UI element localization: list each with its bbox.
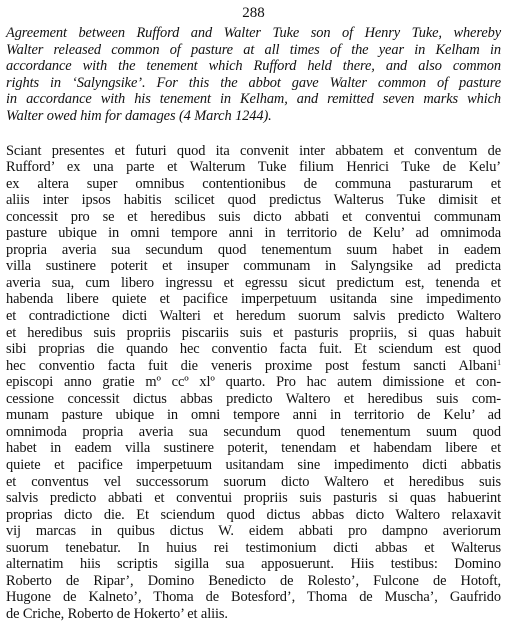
charter-line: et conventus vel successorum suorum dicto Waltero et heredibus suis (6, 473, 501, 490)
charter-line: quiete et pacifice imperpetuum usitandam sine impedimento dicti abbatis (6, 456, 501, 473)
document-page (6, 4, 501, 622)
charter-line: averia sua, cum libero ingressu et egressu sicut predictum est, tenenda et (6, 274, 501, 291)
charter-line: munam pasture ubique in omni tempore anni in territorio de Kelu’ ad (6, 407, 501, 424)
charter-line: propria averia sua secundum quod tenementum suum habet in eadem (6, 241, 501, 258)
charter-line: et heredibus suis propriis piscariis suis et pasturis propriis, si quas habuit (6, 324, 501, 341)
charter-line-text: hec conventio facta fuit die veneris proxime post festum sancti Albani (6, 357, 498, 374)
charter-line: aliis inter ipsos habitis scilicet quod predictus Walterus Tuke dimisit et (6, 192, 501, 209)
summary-line: Walter released common of pasture at all times of the year in Kelham in (6, 41, 501, 58)
charter-line-with-footnote (6, 358, 501, 375)
charter-line: Hugone de Kalneto’, Thoma de Botesford’, Thoma de Muscha’, Gaufrido (6, 589, 501, 606)
summary-line: accordance with the tenement which Rufford held there, and also common (6, 58, 501, 75)
charter-line: pasture ubique in omni tempore anni in territorio de Kelu’ ad omnimoda (6, 225, 501, 242)
charter-line: cessione concessit dictus abbas predicto Waltero et heredibus suis com- (6, 390, 501, 407)
charter-line: Sciant presentes et futuri quod ita convenit inter abbatem et conventum de (6, 142, 501, 159)
summary-line: Walter owed him for damages (4 March 1244). (6, 107, 272, 124)
charter-line: episcopi anno gratie mº ccº xlº quarto. Pro hac autem dimissione et con- (6, 374, 501, 391)
footnote-marker: 1 (497, 357, 501, 367)
latin-charter-text (6, 143, 501, 622)
charter-line: salvis predicto abbati et conventui propriis suis pasturis si quas habuerint (6, 490, 501, 507)
charter-line: habenda libere quiete et pacifice imperpetuum usitanda sine impedimento (6, 291, 501, 308)
charter-line: omnimoda propria averia sua secundum quod tenementum suum quod (6, 423, 501, 440)
charter-line: proprias dicto die. Et sciendum quod dictus abbas dicto Waltero relaxavit (6, 506, 501, 523)
charter-line: et contradictione dicti Walteri et heredum suorum salvis predicto Waltero (6, 308, 501, 325)
english-summary (6, 25, 501, 125)
summary-line: in accordance with his tenement in Kelham, and remitted seven marks which (6, 91, 501, 108)
charter-line: ex altera super omnibus contentionibus de communa pasturarum et (6, 175, 501, 192)
summary-line: Agreement between Rufford and Walter Tuke son of Henry Tuke, whereby (6, 25, 501, 41)
charter-line: villa sustinere poterit et insuper communam in Salyngsike ad predicta (6, 258, 501, 275)
charter-line: suorum tenebatur. In huius rei testimonium dicti abbas et Walterus (6, 539, 501, 556)
page-number: 288 (242, 5, 265, 21)
charter-line: sibi proprias die quando hec conventio facta fuit. Et sciendum est quod (6, 341, 501, 358)
charter-line: Roberto de Ripar’, Domino Benedicto de Rolesto’, Fulcone de Hotoft, (6, 572, 501, 589)
summary-line: rights in ‘Salyngsike’. For this the abbot gave Walter common of pasture (6, 74, 501, 91)
charter-line: Rufford’ ex una parte et Walterum Tuke filium Henrici Tuke de Kelu’ (6, 159, 501, 176)
charter-line: habet in eadem villa sustinere poterit, tenendam et habendam libere et (6, 440, 501, 457)
charter-line: vij marcas in quibus dictus W. eidem abbati pro dampno averiorum (6, 523, 501, 540)
charter-line: alternatim hiis scriptis sigilla sua apposuerunt. Hiis testibus: Domino (6, 556, 501, 573)
charter-line: de Criche, Roberto de Hokerto’ et aliis. (6, 605, 228, 622)
charter-line: concessit pro se et heredibus suis dicto abbati et conventui communam (6, 208, 501, 225)
